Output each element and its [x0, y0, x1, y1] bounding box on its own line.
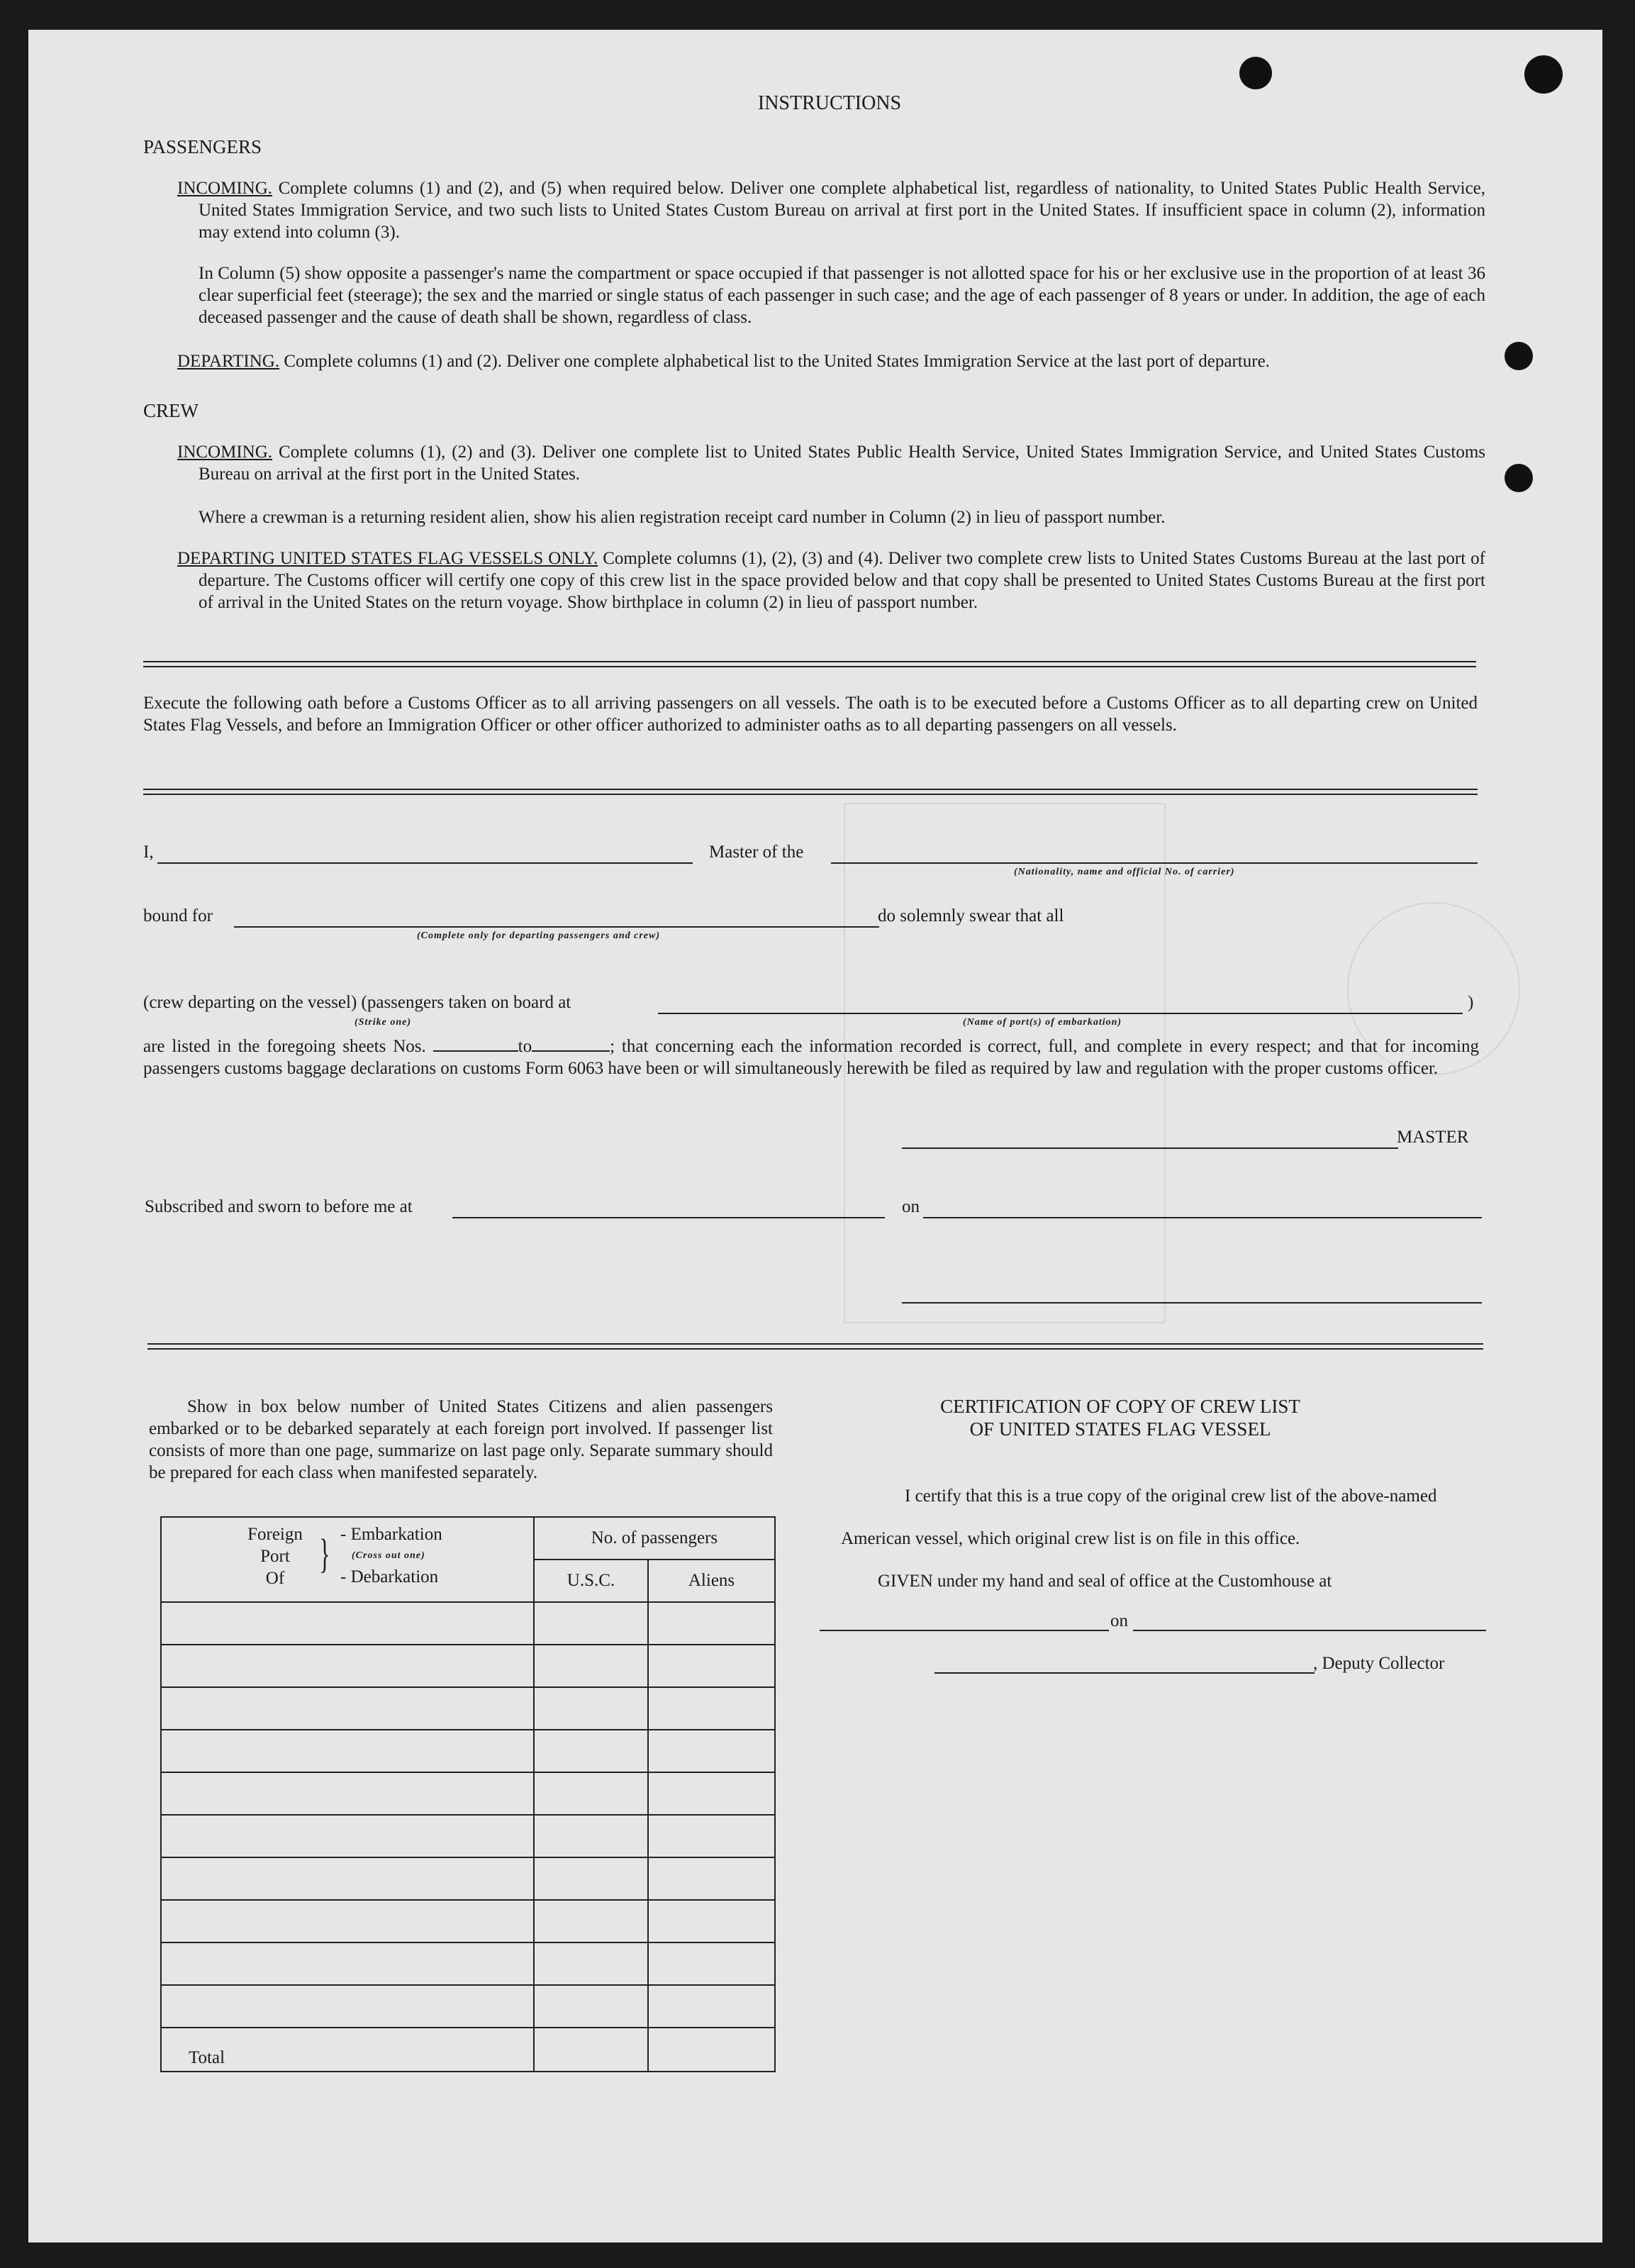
crew-heading: CREW: [143, 400, 199, 421]
subscribed-on-field[interactable]: [923, 1217, 1482, 1218]
table-row: [161, 1985, 775, 2028]
passengers-departing-text: Complete columns (1) and (2). Deliver one complete alphabetical list to the United States Immigration Service at the last port of departure.: [284, 352, 1270, 371]
deputy-collector-label: , Deputy Collector: [1313, 1654, 1445, 1673]
usc-cell[interactable]: [534, 1942, 648, 1985]
crew-incoming-text: Complete columns (1), (2) and (3). Deliver one complete list to United States Public Health Service, United States Immigration Service, and United States Customs Bureau on arrival at the first port in the United States.: [199, 443, 1486, 484]
table-row: [161, 1857, 775, 1900]
subscribed-label: Subscribed and sworn to before me at: [145, 1197, 413, 1216]
foreign-port-header: [161, 1517, 534, 1602]
master-of-the-label: Master of the: [709, 843, 804, 862]
crew-departing-label: DEPARTING UNITED STATES FLAG VESSELS ONLY.: [177, 549, 598, 568]
embarkation-label: - Embarkation: [340, 1525, 442, 1544]
of-label: Of: [265, 1569, 285, 1588]
cross-out-caption: (Cross out one): [352, 1550, 425, 1561]
punch-hole-mid-2: [1505, 464, 1533, 492]
port-cell[interactable]: [161, 1942, 534, 1985]
foreign-label: Foreign: [247, 1525, 303, 1544]
usc-cell[interactable]: [534, 1645, 648, 1687]
passengers-column5-paragraph: In Column (5) show opposite a passenger's name the compartment or space occupied if that passenger is not allotted space for his or her exclusive use in the proportion of at least 36 clear superficial feet (steerage); the sex and the married or single status of each passenger in such case; and the age of each passenger of 8 years or under. In addition, the age of each deceased passenger and the cause of death shall be shown, regardless of class.: [199, 264, 1485, 327]
certification-line-1: I certify that this is a true copy of the original crew list of the above-named: [905, 1486, 1437, 1506]
port-cell[interactable]: [161, 1985, 534, 2028]
carrier-field[interactable]: [831, 862, 1478, 864]
listed-text-b: ; that concerning each the information recorded is correct, full, and complete in every respect; and that for incoming passengers customs baggage declarations on customs Form 6063 have been or will simultaneously herewith be filed as required by law and regulation with the proper customs officer.: [143, 1037, 1479, 1078]
ports-caption: (Name of port(s) of embarkation): [963, 1017, 1122, 1028]
aliens-cell[interactable]: [648, 1602, 775, 1645]
swear-label: do solemnly swear that all: [878, 906, 1064, 925]
usc-cell[interactable]: [534, 1985, 648, 2028]
certification-line-3: GIVEN under my hand and seal of office at the Customhouse at: [878, 1572, 1332, 1591]
complete-only-caption: (Complete only for departing passengers and crew): [417, 930, 660, 941]
divider-2: [143, 789, 1478, 795]
nationality-caption: (Nationality, name and official No. of carrier): [1014, 867, 1235, 877]
certification-date-field[interactable]: [1133, 1630, 1486, 1631]
crew-incoming-paragraph: [177, 441, 1485, 485]
total-row: [161, 2028, 775, 2072]
master-signature-field[interactable]: [902, 1147, 1398, 1149]
aliens-cell[interactable]: [648, 1687, 775, 1730]
passengers-incoming-label: INCOMING.: [177, 179, 273, 198]
certification-on-label: on: [1110, 1611, 1128, 1630]
port-label: Port: [260, 1547, 290, 1566]
aliens-cell[interactable]: [648, 1942, 775, 1985]
passengers-departing-label: DEPARTING.: [177, 352, 280, 371]
sheet-to-field[interactable]: [532, 1036, 610, 1052]
close-paren: ): [1468, 993, 1474, 1012]
certification-line-2: American vessel, which original crew list is on file in this office.: [841, 1529, 1300, 1548]
port-cell[interactable]: [161, 1857, 534, 1900]
usc-cell[interactable]: [534, 1602, 648, 1645]
certification-heading-2: OF UNITED STATES FLAG VESSEL: [969, 1418, 1271, 1440]
usc-cell[interactable]: [534, 1687, 648, 1730]
table-row: [161, 1645, 775, 1687]
crew-alien-paragraph: Where a crewman is a returning resident alien, show his alien registration receipt card number in Column (2) in lieu of passport number.: [199, 508, 1166, 527]
form-sheet: [28, 30, 1602, 2242]
aliens-cell[interactable]: [648, 1645, 775, 1687]
debarkation-label: - Debarkation: [340, 1567, 439, 1586]
subscribed-at-field[interactable]: [452, 1217, 885, 1218]
port-cell[interactable]: [161, 1815, 534, 1857]
summary-header-row: [161, 1517, 775, 1560]
aliens-cell[interactable]: [648, 1857, 775, 1900]
master-name-field[interactable]: [157, 862, 693, 864]
table-row: [161, 1730, 775, 1772]
total-aliens-cell[interactable]: [648, 2028, 775, 2072]
strike-one-caption: (Strike one): [355, 1017, 412, 1028]
listed-to-label: to: [518, 1037, 532, 1056]
passengers-heading: PASSENGERS: [143, 136, 262, 157]
aliens-cell[interactable]: [648, 1985, 775, 2028]
officer-signature-field[interactable]: [902, 1302, 1482, 1303]
table-row: [161, 1602, 775, 1645]
punch-hole-top-right: [1524, 55, 1563, 94]
usc-header: U.S.C.: [534, 1560, 648, 1602]
table-row: [161, 1772, 775, 1815]
table-row: [161, 1900, 775, 1942]
port-cell[interactable]: [161, 1687, 534, 1730]
crew-incoming-label: INCOMING.: [177, 443, 273, 462]
passengers-incoming-text: Complete columns (1) and (2), and (5) when required below. Deliver one complete alphabetical list, regardless of nationality, to United States Public Health Service, United States Immigration Service, and two such lists to United States Custom Bureau on arrival at first port in the United States. If insufficient space in column (2), information may extend into column (3).: [199, 179, 1486, 242]
sheet-from-field[interactable]: [433, 1036, 518, 1052]
table-row: [161, 1942, 775, 1985]
usc-cell[interactable]: [534, 1857, 648, 1900]
crew-departing-text: Complete columns (1), (2), (3) and (4). Deliver two complete crew lists to United States Customs Bureau at the last port of departure. The Customs officer will certify one copy of this crew list in the space provided below and that copy shall be presented to United States Customs Bureau at the first port of arrival in the United States on the return voyage. Show birthplace in column (2) in lieu of passport number.: [199, 549, 1485, 612]
no-of-passengers-header: No. of passengers: [534, 1517, 775, 1560]
usc-cell[interactable]: [534, 1730, 648, 1772]
summary-instructions: Show in box below number of United States Citizens and alien passengers embarked or to be debarked separately at each foreign port involved. If passenger list consists of more than one page, summarize on last page only. Separate summary should be prepared for each class when manifested separately.: [149, 1397, 773, 1482]
page-title: INSTRUCTIONS: [757, 92, 902, 114]
port-cell[interactable]: [161, 1772, 534, 1815]
table-row: [161, 1687, 775, 1730]
total-label: Total: [161, 2028, 534, 2072]
deputy-signature-field[interactable]: [934, 1672, 1315, 1674]
bound-for-field[interactable]: [234, 926, 879, 928]
punch-hole-top-left: [1239, 57, 1272, 89]
crew-departing-label: (crew departing on the vessel) (passengers taken on board at: [143, 993, 571, 1012]
customhouse-field[interactable]: [820, 1630, 1109, 1631]
aliens-cell[interactable]: [648, 1815, 775, 1857]
passengers-incoming-paragraph: [177, 177, 1485, 243]
punch-hole-mid-1: [1505, 342, 1533, 370]
oath-intro: Execute the following oath before a Customs Officer as to all arriving passengers on all vessels. The oath is to be executed before a Customs Officer as to all departing crew on United States Flag Vessels, and before an Immigration Officer or other officer authorized to administer oaths as to all departing passengers on all vessels.: [143, 694, 1478, 735]
master-label: MASTER: [1397, 1128, 1469, 1147]
port-cell[interactable]: [161, 1900, 534, 1942]
aliens-cell[interactable]: [648, 1730, 775, 1772]
port-cell[interactable]: [161, 1602, 534, 1645]
oath-i-label: I,: [143, 843, 154, 862]
usc-cell[interactable]: [534, 1772, 648, 1815]
usc-cell[interactable]: [534, 1815, 648, 1857]
port-cell[interactable]: [161, 1645, 534, 1687]
aliens-cell[interactable]: [648, 1772, 775, 1815]
aliens-header: Aliens: [648, 1560, 775, 1602]
header-brace: }: [319, 1530, 330, 1577]
table-row: [161, 1815, 775, 1857]
port-cell[interactable]: [161, 1730, 534, 1772]
listed-paragraph: [143, 1035, 1479, 1079]
usc-cell[interactable]: [534, 1900, 648, 1942]
passengers-departing-paragraph: [177, 350, 1489, 372]
divider-1: [143, 661, 1476, 667]
subscribed-on-label: on: [902, 1197, 920, 1216]
bound-for-label: bound for: [143, 906, 213, 925]
total-usc-cell[interactable]: [534, 2028, 648, 2072]
passenger-summary-table: [160, 1516, 776, 2072]
port-embarkation-field[interactable]: [658, 1013, 1463, 1014]
aliens-cell[interactable]: [648, 1900, 775, 1942]
crew-departing-paragraph: [177, 547, 1485, 613]
certification-heading-1: CERTIFICATION OF COPY OF CREW LIST: [940, 1396, 1300, 1417]
listed-text-a: are listed in the foregoing sheets Nos.: [143, 1037, 426, 1056]
divider-3: [147, 1343, 1483, 1350]
